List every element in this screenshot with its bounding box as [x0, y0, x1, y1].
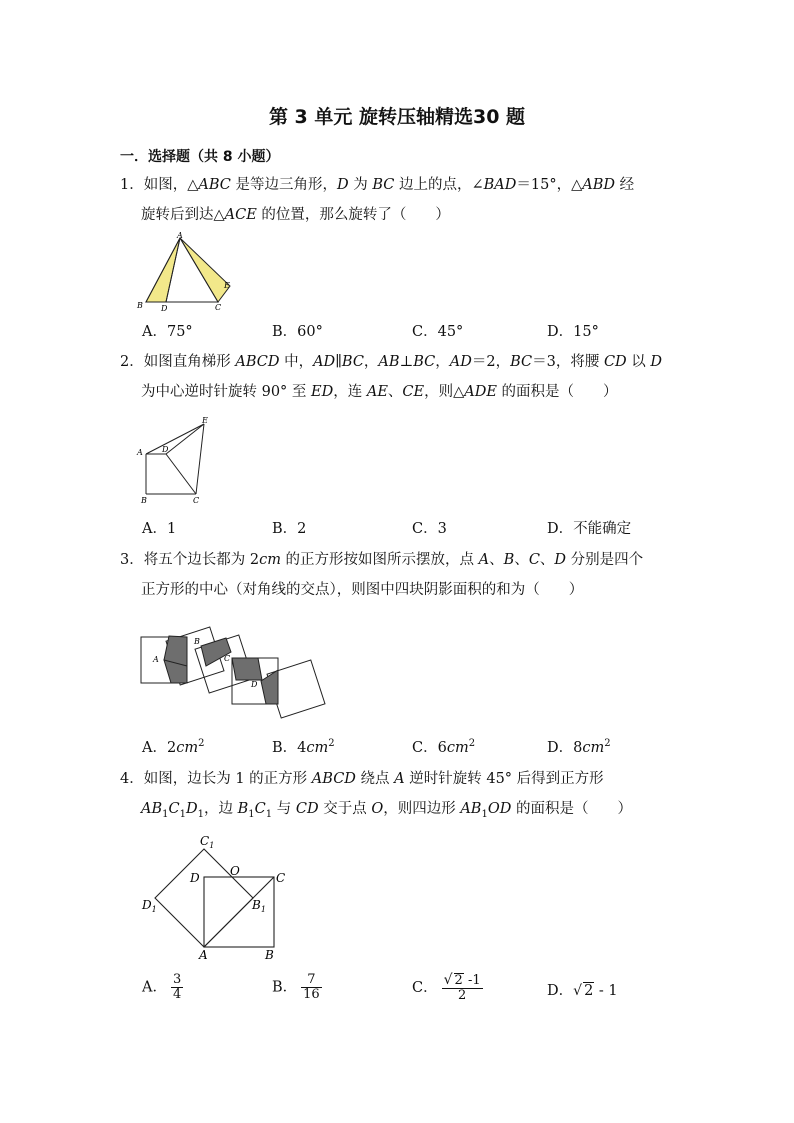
q2-segment-de: [166, 424, 204, 454]
q4-sub: 1: [481, 808, 488, 820]
q1-text: 经: [615, 177, 635, 193]
q3-option-d-prefix: D．: [547, 740, 574, 756]
q2-text: 以: [626, 354, 651, 370]
q2-number: 2．: [120, 354, 144, 370]
q3-label-d: D: [251, 680, 258, 689]
q3-option-d-value: 8: [573, 740, 583, 756]
q4-text: C: [168, 801, 180, 817]
q3-option-a-prefix: A．: [142, 740, 167, 756]
q2-text: ABCD: [235, 354, 280, 370]
q1-text: 如图，: [143, 177, 188, 193]
q4-option-c-radicand: 2: [454, 973, 463, 988]
q2-text: ＝2，: [471, 354, 511, 370]
q1-text: BAD: [483, 177, 517, 193]
q2-text: CD: [603, 354, 627, 370]
q4-option-b[interactable]: [272, 973, 322, 1002]
q4-option-d-prefix: D．: [547, 983, 574, 999]
q4-option-c-num: [442, 973, 483, 989]
q3-text: 的正方形按如图所示摆放，点: [280, 552, 479, 568]
q4-text: OD: [487, 801, 512, 817]
q4-option-b-fraction: [301, 973, 322, 1002]
q4-label-d1-main: D: [142, 898, 152, 912]
q3-option-b-value: 4: [297, 740, 307, 756]
q4-option-c-radical-icon: √: [443, 972, 453, 988]
q4-text: O: [371, 801, 384, 817]
q4-option-a-num: 3: [172, 972, 182, 987]
q1-text: D: [337, 177, 349, 193]
q3-figure: [136, 610, 328, 726]
q3-option-c-prefix: C．: [412, 740, 438, 756]
section-heading: 一．选择题（共 8 小题）: [120, 149, 280, 165]
q4-text: 如图，边长为 1 的正方形: [143, 771, 312, 787]
q4-option-a-prefix: A．: [142, 979, 167, 996]
q2-label-e: E: [202, 416, 208, 425]
q2-text: 的面积是（ ）: [496, 384, 618, 400]
q3-option-b-exp: 2: [328, 738, 335, 750]
q4-sub: 1: [248, 808, 255, 820]
q4-option-b-num: 7: [301, 973, 322, 988]
q4-label-a: A: [199, 948, 208, 962]
q4-label-b1: [251, 898, 266, 914]
q1-option-d[interactable]: D．15°: [547, 324, 599, 340]
q4-option-c[interactable]: [412, 973, 483, 1003]
q1-text: 旋转后到达△: [141, 207, 225, 223]
q3-text: 分别是四个: [566, 552, 644, 568]
q3-option-a[interactable]: [142, 736, 204, 757]
q1-option-a[interactable]: A．75°: [142, 324, 193, 340]
q4-option-c-fraction: [442, 973, 483, 1003]
q2-text: ADE: [464, 384, 497, 400]
q1-option-c[interactable]: C．45°: [412, 324, 464, 340]
q2-label-b: B: [141, 496, 147, 505]
q2-text: BC: [413, 354, 436, 370]
q3-option-d-exp: 2: [604, 738, 611, 750]
q4-text: 的面积是（ ）: [511, 801, 632, 817]
q4-label-b1-sub: 1: [260, 905, 266, 914]
q1-option-b[interactable]: B．60°: [272, 324, 323, 340]
q1-line2: [120, 200, 680, 230]
q4-text: ，则四边形: [383, 801, 461, 817]
q1-number: 1．: [120, 177, 144, 193]
q2-text: AD: [313, 354, 336, 370]
q3-line2: 正方形的中心（对角线的交点），则图中四块阴影面积的和为（ ）: [141, 582, 584, 598]
q4-sub: 1: [265, 808, 273, 820]
q4-text: ABCD: [311, 771, 356, 787]
q2-option-b[interactable]: B．2: [272, 521, 307, 537]
q4-option-a-den: 4: [172, 987, 182, 1002]
q3-label-b: B: [194, 637, 200, 646]
q4-option-c-den: 2: [457, 988, 467, 1003]
q2-text: D: [650, 354, 663, 370]
q4-figure: [138, 830, 298, 962]
q2-text: ED: [311, 384, 334, 400]
q3-option-c[interactable]: [412, 736, 475, 757]
q4-text: 绕点: [355, 771, 395, 787]
q3-number: 3．: [120, 552, 144, 568]
q3-label-c: C: [224, 654, 231, 663]
q4-option-a[interactable]: [142, 973, 183, 1002]
q2-option-c[interactable]: C．3: [412, 521, 447, 537]
q1-text: BC: [372, 177, 395, 193]
q2-text: ＝3，将腰: [532, 354, 604, 370]
q4-text: 与: [272, 801, 296, 817]
q1-text: 的位置，那么旋转了（ ）: [256, 207, 450, 223]
q4-text: AB: [141, 801, 163, 817]
q2-text: AD: [449, 354, 472, 370]
q3-option-d[interactable]: [547, 736, 611, 757]
q1-options: [142, 320, 702, 344]
q1-label-d: D: [161, 304, 168, 313]
q3-text: D: [554, 552, 567, 568]
q4-option-d-radical-icon: √: [573, 983, 583, 999]
q3-option-c-value: 6: [437, 740, 447, 756]
q4-text: D: [186, 801, 198, 817]
q1-text: ABC: [198, 177, 231, 193]
q3-option-a-unit: cm: [176, 740, 199, 756]
q2-text: ∥: [335, 354, 342, 370]
q4-label-d1-sub: 1: [151, 905, 157, 914]
q4-option-d-radicand: 2: [584, 983, 594, 999]
q2-label-d: D: [162, 445, 169, 454]
q4-text: B: [237, 801, 249, 817]
q3-text: C: [528, 552, 540, 568]
q4-option-b-prefix: B．: [272, 979, 298, 996]
q4-text: A: [394, 771, 405, 787]
q2-text: 中，: [279, 354, 314, 370]
q2-label-c: C: [193, 496, 200, 505]
page-title: 第 3 单元 旋转压轴精选30 题: [268, 106, 526, 128]
q3-text: cm: [259, 552, 281, 568]
q4-label-c: C: [276, 871, 286, 885]
q3-option-b-prefix: B．: [272, 740, 298, 756]
q4-sub: 1: [179, 808, 186, 820]
q2-text: ，则△: [424, 384, 465, 400]
q4-text: 逆时针旋转 45° 后得到正方形: [404, 771, 604, 787]
q3-option-b[interactable]: [272, 736, 335, 757]
q3-shade-d: [261, 670, 278, 704]
q1-figure: [132, 230, 242, 314]
q2-text: ，连: [333, 384, 367, 400]
q2-segment-ce: [196, 424, 204, 494]
q4-option-d[interactable]: [547, 979, 618, 1000]
q4-line2: [120, 794, 680, 830]
q2-text: BC: [510, 354, 533, 370]
q2-text: 、: [387, 384, 403, 400]
q4-sub: 1: [162, 808, 169, 820]
q1-text: △: [187, 177, 199, 193]
q4-label-b1-main: B: [252, 898, 261, 912]
q2-line2: [120, 377, 680, 407]
q4-option-c-minus: -1: [463, 973, 481, 988]
q4-text: ，边: [204, 801, 238, 817]
q4-text: 交于点: [318, 801, 372, 817]
q3-label-a: A: [153, 655, 159, 664]
q3-text: B: [503, 552, 515, 568]
q3-text: 、: [539, 552, 555, 568]
q1-text: 边上的点，∠: [394, 177, 484, 193]
q2-segment-dc: [166, 454, 196, 494]
q4-option-b-den: 16: [303, 987, 320, 1002]
q2-text: ，: [363, 354, 379, 370]
q4-label-c1: [200, 834, 214, 850]
q3-option-c-exp: 2: [468, 738, 476, 750]
q4-text: C: [254, 801, 266, 817]
q2-text: CE: [402, 384, 425, 400]
q3-option-a-exp: 2: [198, 738, 205, 750]
q3-shade-c: [232, 658, 262, 680]
q4-option-c-prefix: C．: [412, 980, 438, 996]
q3-text: 、: [489, 552, 504, 568]
q2-text: AB: [378, 354, 400, 370]
q1-text: 是等边三角形，: [230, 177, 337, 193]
q4-label-b: B: [265, 948, 274, 962]
q4-options: [142, 973, 702, 1013]
q2-label-a: A: [137, 448, 143, 457]
q2-option-d[interactable]: D．不能确定: [547, 521, 632, 537]
q2-figure: [134, 414, 218, 506]
q4-option-a-fraction: [171, 973, 183, 1002]
q1-text: ABD: [582, 177, 616, 193]
q2-text: AE: [366, 384, 388, 400]
q3-options: [142, 736, 702, 760]
q4-label-d1: [141, 898, 157, 914]
q3-option-a-value: 2: [166, 740, 177, 756]
question-1: [120, 170, 680, 230]
q4-option-d-minus: - 1: [594, 983, 618, 999]
q1-label-c: C: [215, 303, 222, 312]
q1-text: 为: [348, 177, 373, 193]
q1-label-a: A: [177, 231, 183, 240]
q2-option-a[interactable]: A．1: [142, 521, 177, 537]
q1-text: ACE: [224, 207, 257, 223]
question-4: [120, 764, 680, 830]
question-2: [120, 347, 680, 407]
q2-options: [142, 517, 702, 541]
q4-number: 4．: [120, 771, 144, 787]
q4-sub: 1: [197, 808, 205, 820]
q1-triangle-ace: [180, 238, 230, 302]
q2-segment-ae: [146, 424, 204, 454]
q2-text: 为中心逆时针旋转 90° 至: [141, 384, 312, 400]
q3-option-c-unit: cm: [446, 740, 469, 756]
q4-label-d: D: [190, 871, 200, 885]
q3-text: 将五个边长都为 2: [143, 552, 260, 568]
q2-text: ⊥: [399, 354, 414, 370]
q2-text: 如图直角梯形: [143, 354, 236, 370]
q1-text: ＝15°，△: [516, 177, 583, 193]
q3-text: 、: [514, 552, 529, 568]
q4-label-o: O: [230, 864, 240, 878]
q3-text: A: [478, 552, 490, 568]
q4-text: AB: [460, 801, 482, 817]
q3-option-b-unit: cm: [306, 740, 329, 756]
q2-text: ，: [435, 354, 450, 370]
q4-label-c1-main: C: [200, 834, 210, 848]
q1-label-b: B: [137, 301, 143, 310]
question-3: [120, 545, 680, 605]
q4-label-c1-sub: 1: [209, 841, 215, 850]
q3-option-d-unit: cm: [582, 740, 605, 756]
q2-text: BC: [341, 354, 364, 370]
q1-label-e: E: [224, 281, 230, 290]
q4-text: CD: [295, 801, 319, 817]
